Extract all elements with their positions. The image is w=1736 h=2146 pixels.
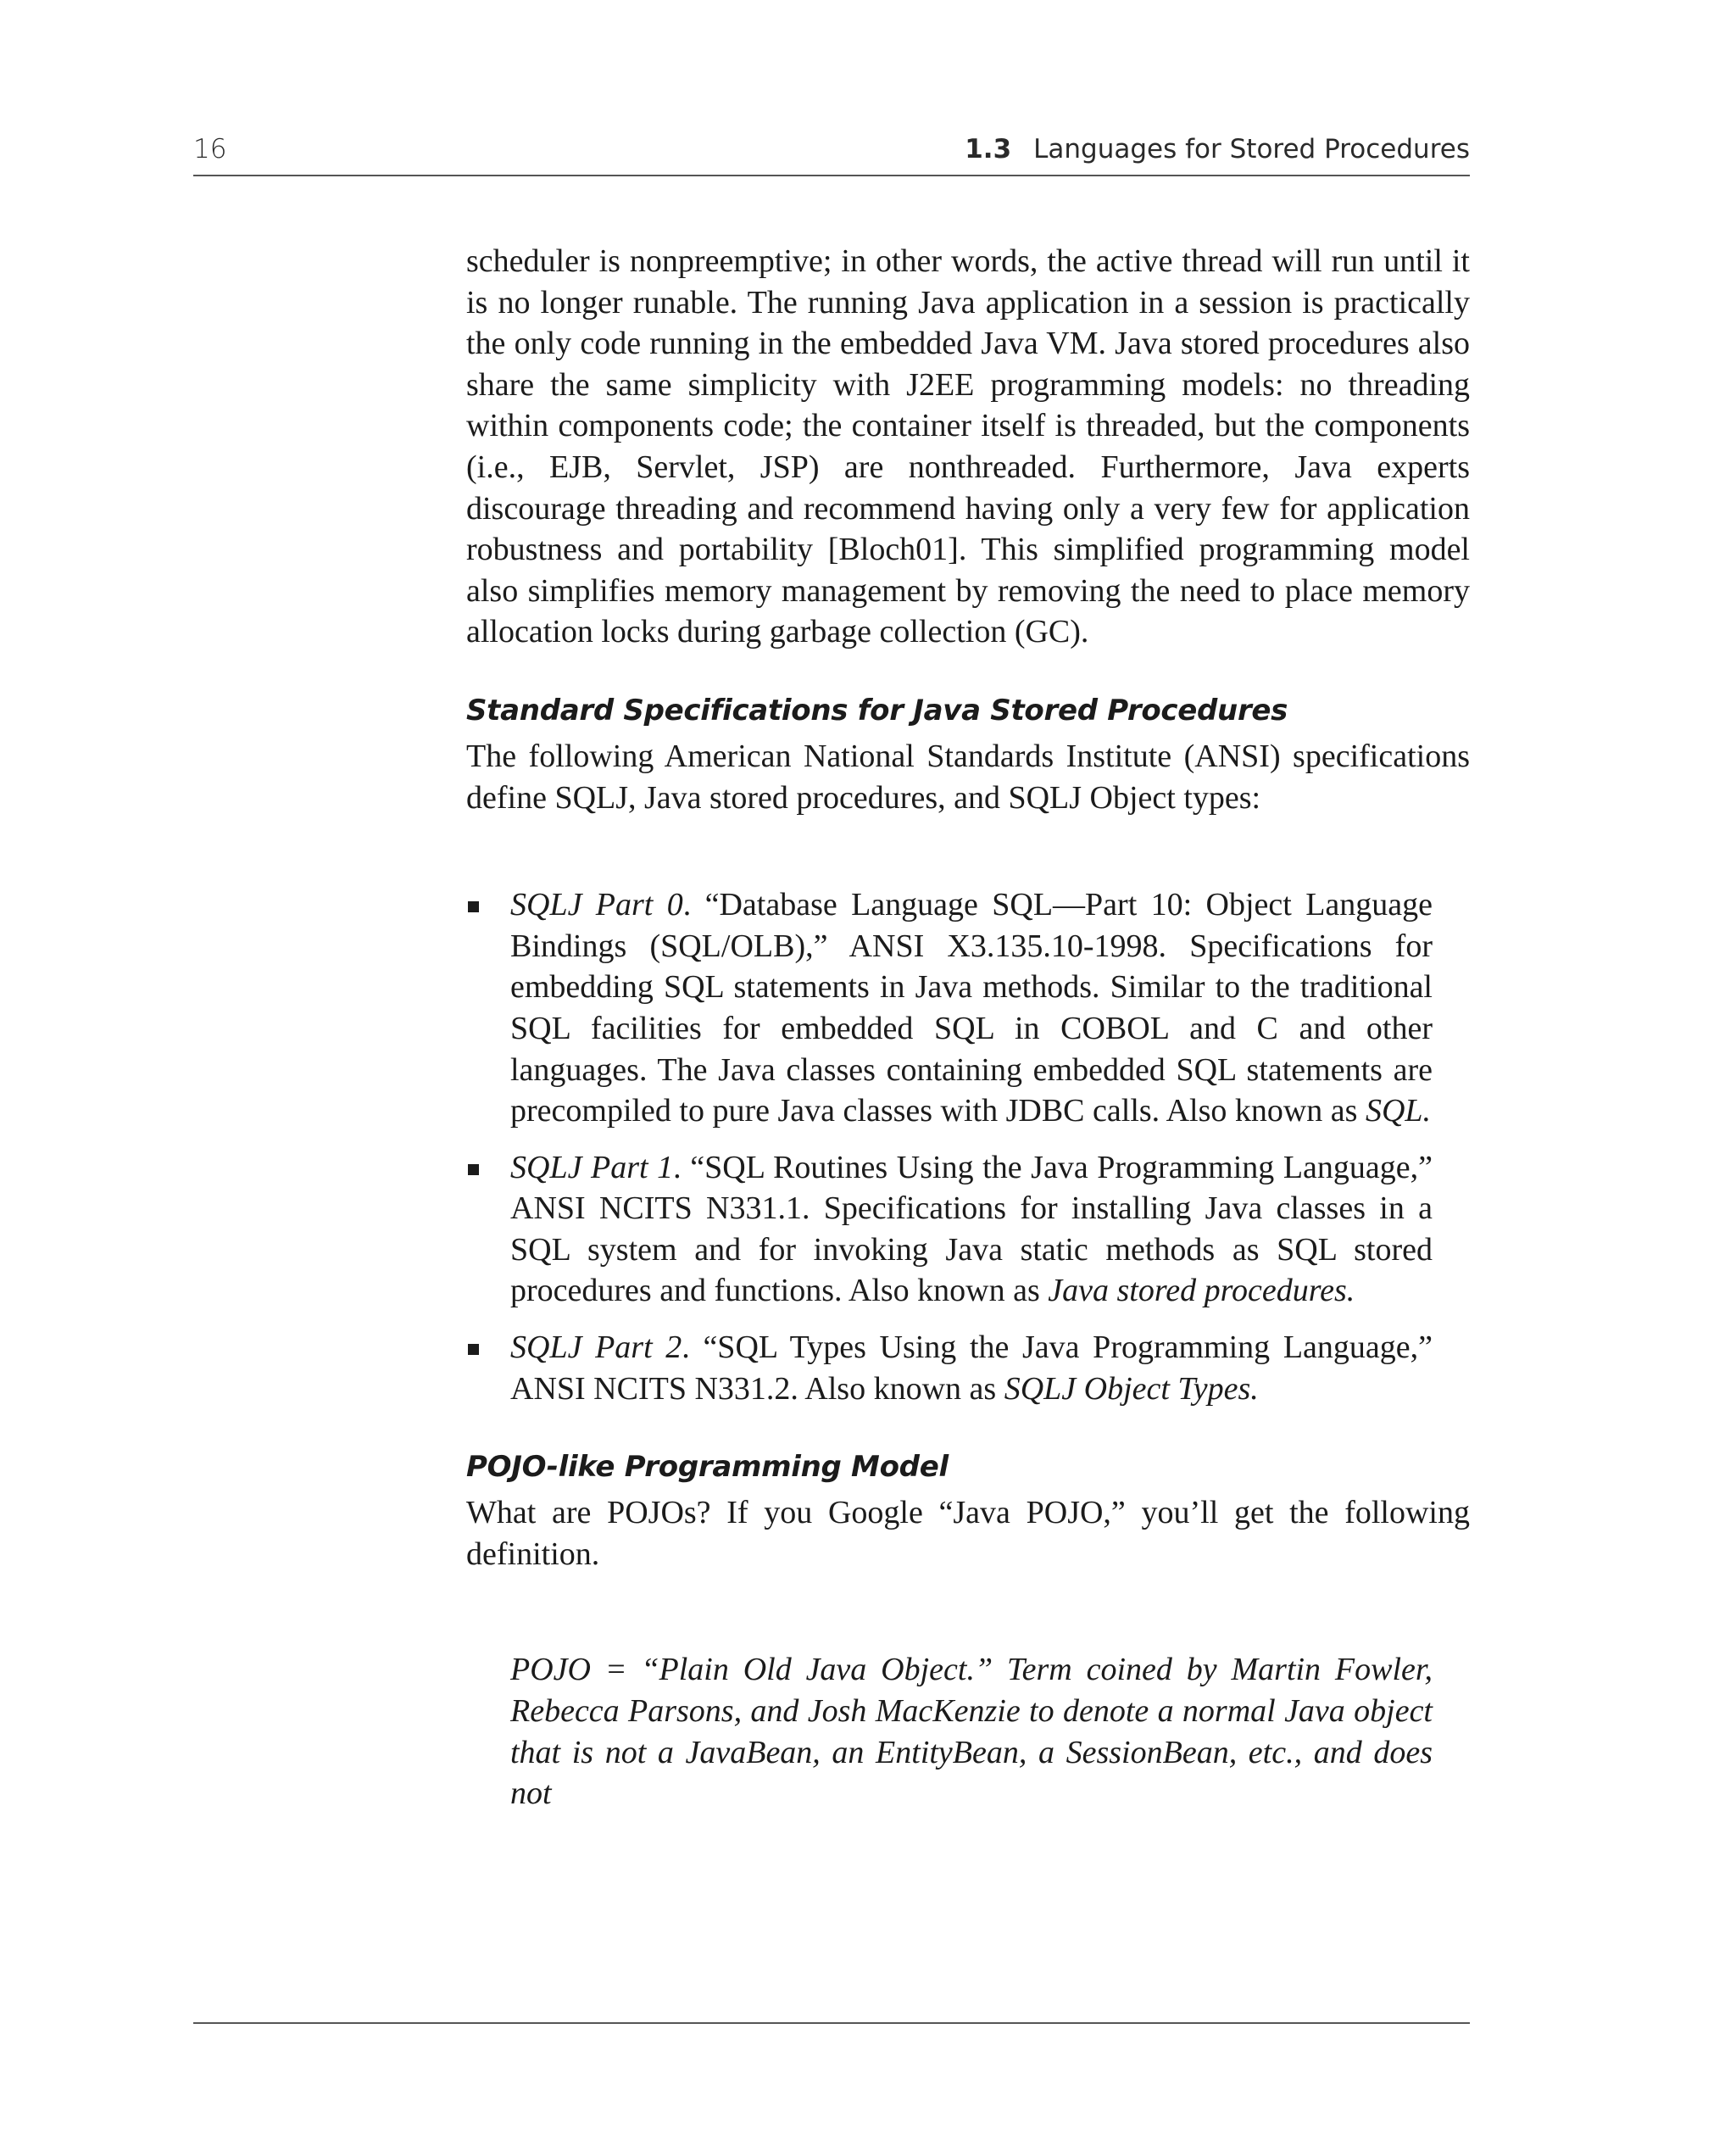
standards-heading: Standard Specifications for Java Stored Procedures [466,693,1288,727]
standards-intro: The following American National Standards Institute (ANSI) specifications define SQLJ, Java stored procedures, and SQLJ Object types: [466,738,1470,816]
square-bullet-icon [468,1344,479,1355]
spec-title: SQLJ Part 0 [510,887,683,923]
spec-body: . “SQL Routines Using the Java Programming Language,” ANSI NCITS N331.1. Specifications for installing Java classes in a SQL system and for invoking Java static methods as SQL stored procedures and functions. Also known as [510,1149,1433,1309]
spec-title: SQLJ Part 2 [510,1329,682,1366]
square-bullet-icon [468,901,479,912]
pojo-heading: POJO-like Programming Model [466,1450,949,1485]
pojo-intro: What are POJOs? If you Google “Java POJO,” you’ll get the following definition. [466,1495,1470,1572]
square-bullet-icon [468,1164,479,1175]
page-body [466,241,1470,1814]
spec-body: . “SQL Types Using the Java Programming Language,” ANSI NCITS N331.2. Also known as [510,1329,1433,1407]
page-number: 16 [193,134,227,164]
spec-body: . “Database Language SQL—Part 10: Object Language Bindings (SQL/OLB),” ANSI X3.135.10-1998. Specifications for embedding SQL statements in Java methods. Similar to the traditional SQL facilities for embedded SQL in COBOL and C and other languages. The Java classes containing embedded SQL statements are precompiled to pure Java classes with JDBC calls. Also known as [510,887,1433,1129]
list-item [466,884,1433,1132]
list-item [466,1327,1433,1409]
section-title: Languages for Stored Procedures [1033,134,1470,164]
spec-aka: SQL. [1365,1093,1432,1129]
footer-rule [193,2022,1470,2024]
section-number: 1.3 [965,134,1012,164]
header-rule [193,175,1470,176]
list-item [466,1147,1433,1312]
pojo-definition-quote: POJO = “Plain Old Java Object.” Term coined by Martin Fowler, Rebecca Parsons, and Josh MacKenzie to denote a normal Java object that is not a JavaBean, an EntityBean, a SessionBean, etc., and does not [510,1652,1433,1812]
running-head [965,134,1470,164]
intro-paragraph: scheduler is nonpreemptive; in other words, the active thread will run until it is no longer runable. The running Java application in a session is practically the only code running in the embedded Java VM. Java stored procedures also share the same simplicity with J2EE programming models: no threading within components code; the container itself is threaded, but the components (i.e., EJB, Servlet, JSP) are nonthreaded. Furthermore, Java experts discourage threading and recommend having only a very few for application robustness and portability [Bloch01]. This simplified programming model also simplifies memory management by removing the need to place memory allocation locks during garbage collection (GC). [466,243,1470,650]
spec-aka: Java stored procedures. [1048,1273,1355,1309]
spec-aka: SQLJ Object Types. [1004,1370,1259,1407]
spec-title: SQLJ Part 1 [510,1149,674,1185]
specifications-list [466,884,1433,1409]
running-header [193,127,1470,178]
